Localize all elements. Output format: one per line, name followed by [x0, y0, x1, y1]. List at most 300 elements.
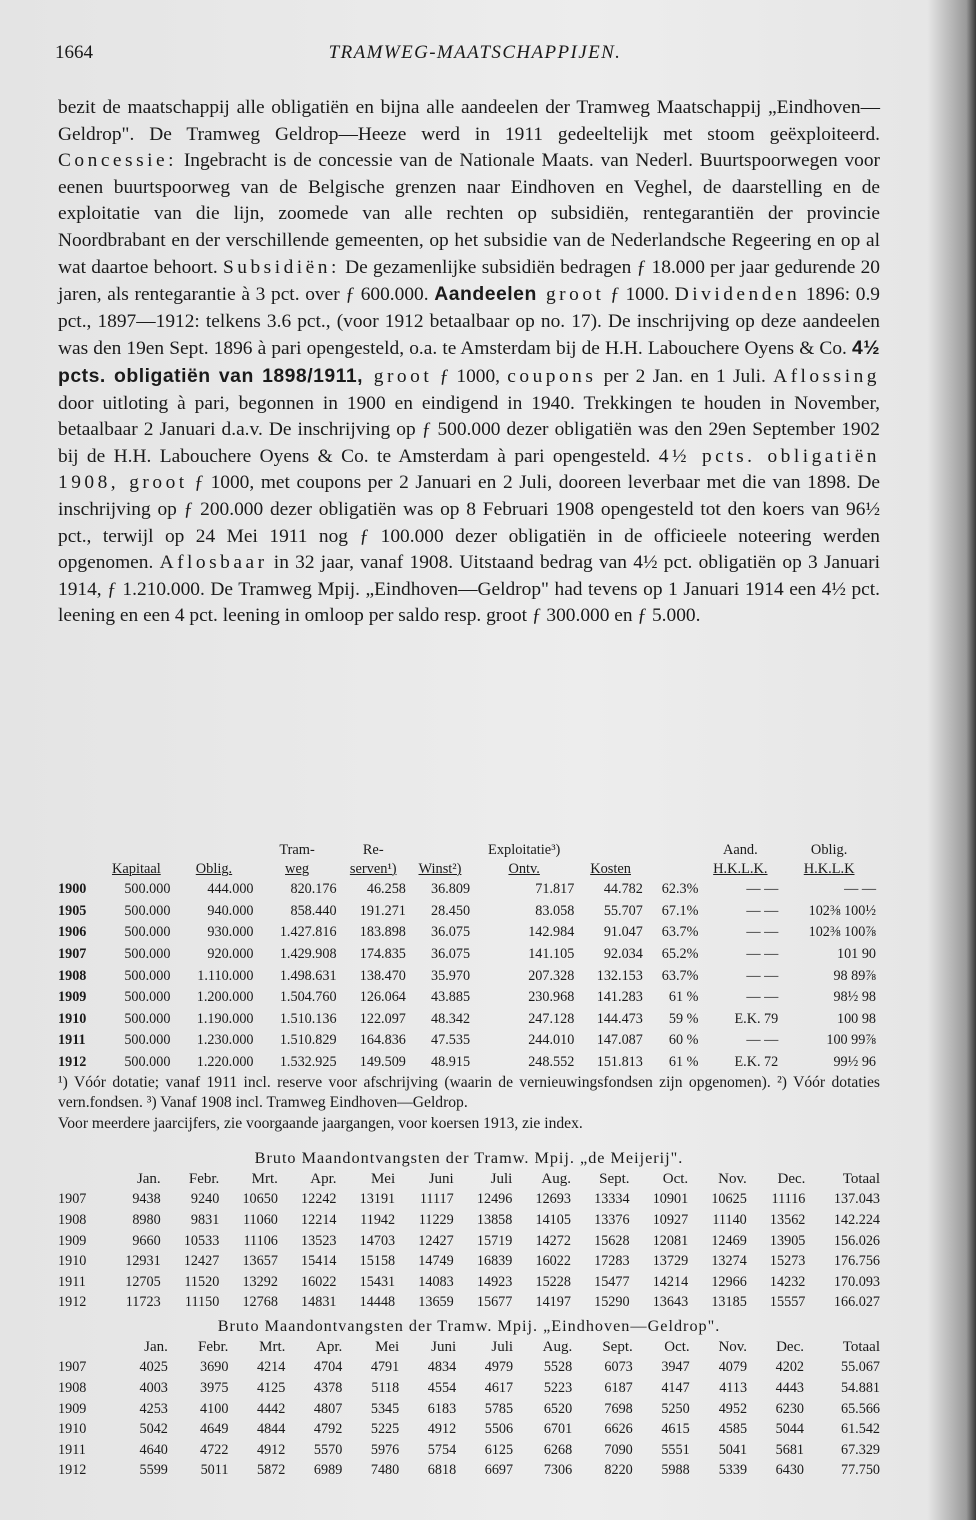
table-cell: 11117 — [419, 1191, 454, 1208]
table-cell: 3690 — [200, 1359, 229, 1376]
column-header — [647, 841, 703, 860]
table-cell: 100 99⅞ — [826, 1032, 876, 1049]
table-cell: 176.756 — [833, 1253, 880, 1270]
table-cell: 10901 — [652, 1191, 689, 1208]
table-cell: 6701 — [543, 1421, 573, 1438]
table-cell: 100 98 — [836, 1010, 876, 1027]
table-cell: 63.7% — [661, 924, 699, 941]
table-cell: 10533 — [183, 1232, 220, 1249]
year-cell: 1912 — [58, 1294, 87, 1311]
table-cell: 230.968 — [528, 989, 575, 1006]
table-cell: 5345 — [370, 1400, 400, 1417]
table-cell: 164.836 — [359, 1032, 406, 1049]
table-cell: 5872 — [256, 1462, 286, 1479]
table-cell: 13292 — [242, 1273, 278, 1290]
table-row — [58, 922, 880, 944]
table-cell: 11229 — [418, 1211, 454, 1228]
table-cell: 4704 — [313, 1359, 343, 1376]
table-cell: 9660 — [132, 1232, 161, 1249]
year-cell: 1911 — [58, 1273, 86, 1290]
table-row — [58, 1293, 884, 1314]
table-cell: 12705 — [125, 1273, 161, 1290]
table-cell: 4113 — [719, 1379, 748, 1396]
table-cell: 248.552 — [528, 1054, 575, 1071]
table-cell: 14831 — [301, 1294, 337, 1311]
table-cell: 6125 — [484, 1441, 514, 1458]
table-cell: 13191 — [359, 1191, 396, 1208]
table-row — [58, 1210, 884, 1231]
table-cell: 9438 — [132, 1191, 161, 1208]
year-cell: 1905 — [58, 902, 87, 919]
table-cell: 6989 — [313, 1462, 343, 1479]
text-segment: ƒ 1000, met coupons per 2 Januari en 2 Juli, dooreen leverbaar met die van 1898. De inschrijving op ƒ 200.000 dezer obligatiën was op 8 Februari 1908 opengesteld tot den koers van 96½ pct., terwijl op 24 Mei 1911 nog ƒ 100.000 dezer obligatiën in de officieele noteering werden opgenomen. — [58, 472, 880, 574]
table-cell: 4952 — [718, 1400, 748, 1417]
table-cell: — — — [746, 989, 779, 1006]
column-header — [58, 860, 102, 879]
table-cell: 9240 — [190, 1191, 220, 1208]
text-segment: De gezamenlijke subsidiën bedragen ƒ 18.000 per jaar gedurende 20 jaren, als rentegarantie à 3 pct. over ƒ 600.000. — [58, 256, 880, 306]
table-cell: 500.000 — [124, 1054, 171, 1071]
column-header: Jan. — [136, 1170, 161, 1187]
table-cell: 1.510.136 — [279, 1010, 337, 1027]
main-paragraph — [58, 95, 880, 630]
table-cell: 4443 — [775, 1379, 804, 1396]
table-cell: 1.230.000 — [196, 1032, 254, 1049]
year-cell: 1906 — [58, 924, 87, 941]
table-cell: 5976 — [370, 1441, 400, 1458]
column-header: Totaal — [842, 1338, 880, 1355]
table-cell: 61.542 — [840, 1421, 880, 1438]
table-cell: 4979 — [484, 1359, 514, 1376]
table-cell: 8980 — [132, 1211, 161, 1228]
table-cell: 48.915 — [431, 1054, 471, 1071]
table-cell: 4912 — [256, 1441, 286, 1458]
table-cell: 28.450 — [431, 902, 471, 919]
text-segment: bezit de maatschappij alle obligatiën en bijna alle aandeelen der Tramweg Maatschappij „Eindhoven—Geldrop". De Tramweg Geldrop—Heeze werd in 1911 gedeeltelijk met stoom geëxploiteerd. — [58, 97, 880, 145]
footnotes — [58, 1073, 880, 1134]
table-cell: 11150 — [184, 1294, 220, 1311]
table-cell: — — — [746, 1032, 779, 1049]
year-cell: 1900 — [58, 881, 87, 898]
table-header-row — [58, 1337, 884, 1358]
year-cell: 1910 — [58, 1010, 87, 1027]
table-header-row — [58, 1169, 884, 1190]
table-cell: 149.509 — [359, 1054, 406, 1071]
table-row — [58, 1378, 884, 1399]
column-header: Dec. — [777, 1170, 806, 1187]
table-cell: 63.7% — [661, 967, 699, 984]
table-cell: 6697 — [484, 1462, 514, 1479]
table-cell: 138.470 — [359, 967, 406, 984]
table-row — [58, 901, 880, 923]
heading-aandeelen: Aandeelen — [434, 283, 537, 306]
table-cell: 5570 — [313, 1441, 343, 1458]
column-header: Aug. — [541, 1170, 571, 1187]
table-cell: 36.809 — [431, 881, 471, 898]
table-row — [58, 965, 880, 987]
table-cell: 4202 — [775, 1359, 804, 1376]
table-cell: 13905 — [769, 1232, 806, 1249]
heading-obligatien-1908: 4½ pcts. obligatiën 1908, groot — [58, 445, 880, 494]
table-cell: 61 % — [668, 989, 699, 1006]
text-segment: 1896: 0.9 pct., 1897—1912: telkens 3.6 pct., (voor 1912 betaalbaar op no. 17). De inschrijving op deze aandeelen was den 19en Sept. 1896 à pari opengesteld, o.a. te Amsterdam bij de H.H. Labouchere Oyens & Co. — [58, 284, 880, 360]
table-cell: — — — [746, 946, 779, 963]
table-cell: 36.075 — [431, 924, 471, 941]
table-cell: 15228 — [535, 1273, 571, 1290]
table-row — [58, 1190, 884, 1211]
text-segment: per 2 Jan. en 1 Juli. — [596, 365, 774, 387]
column-header — [58, 1169, 106, 1190]
column-header: Aug. — [542, 1338, 573, 1355]
table-cell: 1.498.631 — [279, 967, 337, 984]
table-cell: 14749 — [418, 1253, 454, 1270]
table-cell: 14448 — [359, 1294, 396, 1311]
table-cell: 858.440 — [290, 902, 337, 919]
column-header: Oblig. — [195, 861, 233, 877]
column-header: Oct. — [664, 1338, 690, 1355]
table-cell: 12469 — [711, 1232, 747, 1249]
table-cell: 48.342 — [431, 1010, 471, 1027]
table-cell: 4807 — [313, 1400, 343, 1417]
table-row — [58, 1030, 880, 1052]
table-cell: 98 89⅞ — [833, 967, 876, 984]
column-header — [410, 841, 474, 860]
table-cell: 10625 — [711, 1191, 747, 1208]
table-cell: 77.750 — [840, 1462, 880, 1479]
table-row — [58, 1399, 884, 1420]
table-cell: 247.128 — [528, 1010, 575, 1027]
table-cell: 13562 — [769, 1211, 806, 1228]
table-cell: E.K. 79 — [734, 1010, 779, 1027]
table-row — [58, 944, 880, 966]
year-cell: 1909 — [58, 1232, 87, 1249]
year-cell: 1908 — [58, 1211, 87, 1228]
table-cell: 14703 — [359, 1232, 396, 1249]
table-cell: 65.566 — [840, 1400, 880, 1417]
table-cell: 15628 — [594, 1232, 630, 1249]
table-cell: 35.970 — [431, 967, 471, 984]
table-cell: 5042 — [139, 1421, 168, 1438]
table-cell: 3947 — [661, 1359, 690, 1376]
monthly-receipts-eindhoven-geldrop-table — [58, 1315, 884, 1481]
table-cell: 7090 — [604, 1441, 633, 1458]
table-row — [58, 987, 880, 1009]
heading-coupons: coupons — [507, 365, 597, 387]
table-cell: 102⅜ 100½ — [808, 902, 876, 919]
table-cell: 920.000 — [207, 946, 254, 963]
column-header — [58, 1337, 115, 1358]
table-cell: 62.3% — [661, 881, 699, 898]
table-cell: 4640 — [139, 1441, 168, 1458]
text-segment: in 32 jaar, vanaf 1908. Uitstaand bedrag van 4½ pct. obligatiën op 3 Januari 1914, ƒ 1.210.000. De Tramweg Mpij. „Eindhoven—Geldrop" had tevens op 1 Januari 1914 een 4½ pct. leening en een 4 pct. leening in omloop per saldo resp. groot ƒ 300.000 en ƒ 5.000. — [58, 552, 880, 627]
table-cell: 10650 — [242, 1191, 278, 1208]
table-cell: 7480 — [370, 1462, 400, 1479]
column-header: Oct. — [662, 1170, 689, 1187]
table-cell: 5506 — [484, 1421, 514, 1438]
column-header: Febr. — [188, 1170, 220, 1187]
table-cell: 15414 — [301, 1253, 337, 1270]
table-cell: 5528 — [543, 1359, 573, 1376]
table-cell: 67.329 — [840, 1441, 880, 1458]
table-cell: 940.000 — [207, 902, 254, 919]
table-cell: 16839 — [476, 1253, 513, 1270]
table-cell: 43.885 — [431, 989, 471, 1006]
table-cell: 930.000 — [207, 924, 254, 941]
table-cell: 4125 — [256, 1379, 286, 1396]
table-cell: 7306 — [543, 1462, 573, 1479]
column-header: Winst²) — [418, 861, 462, 877]
column-header: weg — [285, 861, 310, 877]
year-cell: 1907 — [58, 1191, 87, 1208]
table-cell: 5339 — [718, 1462, 748, 1479]
table-cell: 16022 — [535, 1253, 571, 1270]
table-cell: 3975 — [200, 1379, 229, 1396]
column-header: Kosten — [590, 861, 631, 877]
year-cell: 1907 — [58, 946, 87, 963]
table-cell: 12966 — [711, 1273, 747, 1290]
year-cell: 1911 — [58, 1032, 86, 1049]
year-cell: 1912 — [58, 1054, 87, 1071]
table-cell: 5225 — [370, 1421, 400, 1438]
table-cell: 6073 — [604, 1359, 633, 1376]
column-header: Juli — [490, 1170, 513, 1187]
table-cell: 11116 — [771, 1191, 806, 1208]
table-cell: 1.110.000 — [197, 967, 254, 984]
year-cell: 1909 — [58, 1400, 87, 1417]
table-cell: 12427 — [183, 1253, 220, 1270]
table-cell: 4649 — [200, 1421, 229, 1438]
column-header: Sept. — [602, 1338, 633, 1355]
column-header: Nov. — [718, 1170, 747, 1187]
table-cell: 13523 — [301, 1232, 337, 1249]
table-header-row — [58, 841, 880, 860]
table-cell: 5044 — [775, 1421, 804, 1438]
table-cell: 59 % — [668, 1010, 699, 1027]
table-row — [58, 1272, 884, 1293]
table-cell: 1.532.925 — [279, 1054, 337, 1071]
table-cell: 4617 — [484, 1379, 514, 1396]
table-cell: 15431 — [359, 1273, 396, 1290]
table-cell: 6520 — [543, 1400, 573, 1417]
table-cell: 820.176 — [290, 881, 337, 898]
table-cell: 1.200.000 — [196, 989, 254, 1006]
table-cell: 55.067 — [840, 1359, 880, 1376]
table-cell: 13657 — [242, 1253, 278, 1270]
table-cell: 60 % — [668, 1032, 699, 1049]
year-cell: 1910 — [58, 1421, 87, 1438]
table-cell: 11723 — [125, 1294, 161, 1311]
table-cell: 244.010 — [528, 1032, 575, 1049]
table-cell: 166.027 — [833, 1294, 880, 1311]
heading-aflosbaar: Aflosbaar — [159, 552, 268, 574]
heading-dividenden: Dividenden — [674, 284, 801, 306]
table-cell: 14232 — [769, 1273, 806, 1290]
year-cell: 1909 — [58, 989, 87, 1006]
table-cell: 36.075 — [431, 946, 471, 963]
table-cell: 5118 — [371, 1379, 400, 1396]
year-cell: 1912 — [58, 1462, 87, 1479]
table-cell: 61 % — [668, 1054, 699, 1071]
table-cell: 7698 — [604, 1400, 633, 1417]
year-cell: 1910 — [58, 1253, 87, 1270]
table-cell: 16022 — [301, 1273, 337, 1290]
table-cell: 11106 — [243, 1232, 278, 1249]
text-segment: ƒ 1000, — [432, 365, 508, 387]
table-cell: 5599 — [139, 1462, 168, 1479]
table-cell: 11140 — [712, 1211, 747, 1228]
table-cell: 11520 — [184, 1273, 220, 1290]
table-cell: 4791 — [370, 1359, 400, 1376]
year-cell: 1911 — [58, 1441, 86, 1458]
table-caption: Bruto Maandontvangsten der Tramw. Mpij. „de Meijerij". — [254, 1148, 684, 1167]
table-row — [58, 1461, 884, 1482]
table-cell: 91.047 — [603, 924, 643, 941]
table-cell: 13643 — [652, 1294, 689, 1311]
table-cell: 5250 — [661, 1400, 690, 1417]
table-cell: 4100 — [200, 1400, 229, 1417]
table-cell: 4442 — [256, 1400, 286, 1417]
column-header: Mrt. — [251, 1170, 278, 1187]
column-header: Apr. — [310, 1170, 337, 1187]
table-cell: 83.058 — [535, 902, 575, 919]
table-cell: 4834 — [427, 1359, 457, 1376]
table-cell: 12931 — [125, 1253, 161, 1270]
table-cell: 15273 — [769, 1253, 806, 1270]
table-cell: 4025 — [139, 1359, 168, 1376]
table-cell: 4844 — [256, 1421, 286, 1438]
footnote-text: ¹) Vóór dotatie; vanaf 1911 incl. reserve voor afschrijving (waarin de vernieuwingsfondsen zijn opgenomen). ²) Vóór dotaties vern.fondsen. ³) Vanaf 1908 incl. Tramweg Eindhoven—Geldrop. — [58, 1074, 880, 1112]
column-header — [58, 841, 102, 860]
monthly-receipts-meijerij-table — [58, 1147, 884, 1313]
column-header: Oblig. — [810, 842, 848, 858]
table-cell: 170.093 — [833, 1273, 880, 1290]
text-groot: groot — [363, 365, 433, 387]
table-cell: 500.000 — [124, 989, 171, 1006]
table-cell: 14083 — [418, 1273, 454, 1290]
column-header: Nov. — [718, 1338, 748, 1355]
column-header: Mei — [370, 1170, 396, 1187]
table-cell: 17283 — [594, 1253, 630, 1270]
table-cell: 1.427.816 — [279, 924, 337, 941]
table-cell: 1.504.760 — [279, 989, 337, 1006]
column-header: Re- — [362, 842, 384, 858]
table-cell: 142.984 — [528, 924, 575, 941]
table-cell: 13376 — [594, 1211, 630, 1228]
table-cell: 46.258 — [366, 881, 406, 898]
table-row — [58, 1419, 884, 1440]
table-cell: 6818 — [427, 1462, 457, 1479]
text-segment: door uitloting à pari, begonnen in 1900 en eindigend in 1940. Trekkingen te houden in November, betaalbaar 2 Januari d.a.v. De inschrijving op ƒ 500.000 dezer obligatiën was den 29en September 1902 bij de H.H. Labouchere Oyens & Co. te Amsterdam à pari opengesteld. — [58, 392, 880, 467]
table-row — [58, 1052, 880, 1074]
column-header: Jan. — [144, 1338, 168, 1355]
table-row — [58, 1231, 884, 1252]
table-cell: 4079 — [718, 1359, 748, 1376]
table-header-row — [58, 860, 880, 879]
table-cell: 5223 — [543, 1379, 573, 1396]
table-cell: 4615 — [661, 1421, 690, 1438]
table-cell: 9831 — [190, 1211, 220, 1228]
table-cell: 5041 — [718, 1441, 748, 1458]
table-caption: Bruto Maandontvangsten der Tramw. Mpij. „Eindhoven—Geldrop". — [217, 1316, 721, 1335]
column-header: Aand. — [722, 842, 758, 858]
table-cell: 14272 — [535, 1232, 571, 1249]
column-header: Kapitaal — [111, 861, 161, 877]
table-cell: 101 90 — [836, 946, 876, 963]
table-cell: 5988 — [661, 1462, 690, 1479]
table-cell: 1.510.829 — [279, 1032, 337, 1049]
table-cell: 4003 — [139, 1379, 168, 1396]
table-cell: 500.000 — [124, 902, 171, 919]
column-header — [174, 841, 257, 860]
table-cell: 12427 — [418, 1232, 454, 1249]
column-header: Juli — [491, 1338, 514, 1355]
table-cell: 141.105 — [528, 946, 575, 963]
table-cell: 12496 — [476, 1191, 513, 1208]
table-cell: — — — [746, 967, 779, 984]
table-cell: 6626 — [604, 1421, 633, 1438]
table-cell: 1.429.908 — [279, 946, 337, 963]
table-cell: 151.813 — [596, 1054, 643, 1071]
table-cell: 6268 — [543, 1441, 573, 1458]
table-cell: 12768 — [242, 1294, 278, 1311]
page-header — [55, 42, 895, 72]
table-cell: 141.283 — [596, 989, 643, 1006]
column-header: Tram- — [279, 842, 315, 858]
table-cell: 5681 — [775, 1441, 804, 1458]
table-cell: 8220 — [604, 1462, 633, 1479]
column-header: Totaal — [842, 1170, 880, 1187]
table-cell: 1.190.000 — [196, 1010, 254, 1027]
table-cell: 98½ 98 — [833, 989, 876, 1006]
table-cell: 191.271 — [359, 902, 406, 919]
table-cell: — — — [746, 902, 779, 919]
table-cell: 14923 — [476, 1273, 513, 1290]
table-cell: 13334 — [594, 1191, 630, 1208]
table-cell: 54.881 — [840, 1379, 880, 1396]
table-cell: 6183 — [427, 1400, 457, 1417]
table-cell: 500.000 — [124, 967, 171, 984]
table-caption-row — [58, 1147, 884, 1169]
table-cell: 92.034 — [603, 946, 643, 963]
table-cell: 137.043 — [833, 1191, 880, 1208]
table-row — [58, 1009, 880, 1031]
heading-obligatien-1898: 4½ pcts. obligatiën van 1898/1911, — [58, 337, 880, 387]
table-cell: 6230 — [775, 1400, 804, 1417]
column-header — [647, 860, 703, 879]
table-cell: 500.000 — [124, 1010, 171, 1027]
table-cell: 15557 — [769, 1294, 806, 1311]
table-cell: 4792 — [313, 1421, 343, 1438]
heading-concessie: Concessie: — [58, 150, 178, 172]
table-cell: 15158 — [359, 1253, 396, 1270]
table-cell: 4554 — [427, 1379, 457, 1396]
table-cell: 183.898 — [359, 924, 406, 941]
financial-table — [58, 841, 880, 1073]
table-cell: 55.707 — [603, 902, 643, 919]
table-cell: 12214 — [301, 1211, 337, 1228]
table-cell: 5754 — [427, 1441, 457, 1458]
page-number: 1664 — [55, 42, 93, 63]
table-cell: 4585 — [718, 1421, 748, 1438]
table-cell: 156.026 — [833, 1232, 880, 1249]
table-cell: 65.2% — [661, 946, 699, 963]
table-cell: 12242 — [301, 1191, 337, 1208]
heading-aflossing: Aflossing — [773, 365, 880, 387]
column-header: Exploitatie³) — [488, 842, 561, 858]
table-cell: 1.220.000 — [196, 1054, 254, 1071]
table-row — [58, 1358, 884, 1379]
table-cell: 174.835 — [359, 946, 406, 963]
